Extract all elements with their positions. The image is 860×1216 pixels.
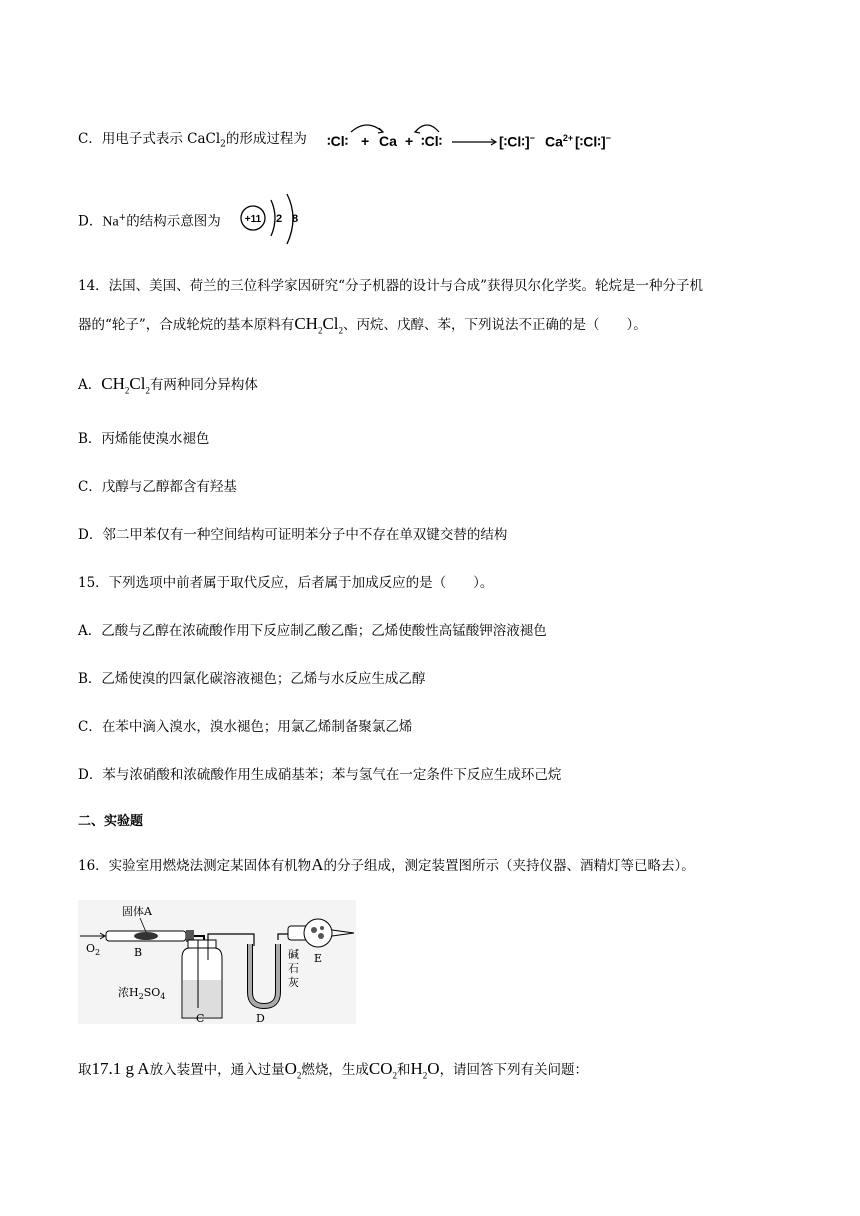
formula-ch2cl2-a: $CH_2Cl_2$ — [101, 374, 150, 396]
label-solid-a: 固体A — [122, 905, 152, 918]
atom-shell-svg — [235, 190, 307, 248]
q15-option-c: C．在苯中滴入溴水，溴水褪色；用氯乙烯制备聚氯乙烯 — [78, 719, 413, 735]
q14-stem-line1: 14．法国、美国、荷兰的三位科学家因研究“分子机器的设计与合成”获得贝尔化学奖。轮烷是一种分子机 — [78, 278, 703, 294]
q16-stem: 16．实验室用燃烧法测定某固体有机物A的分子组成，测定装置图所示（夹持仪器、酒精灯等已略去）。 — [78, 855, 695, 874]
section-heading-experiment: 二、实验题 — [78, 814, 144, 829]
na-ion-structure-diagram — [235, 190, 307, 248]
q14-option-d: D．邻二甲苯仅有一种空间结构可证明苯分子中不存在单双键交替的结构 — [78, 527, 508, 543]
shell1-label: 2 — [275, 213, 283, 225]
q15-option-a: A．乙酸与乙醇在浓硫酸作用下反应制乙酸乙酯；乙烯使酸性高锰酸钾溶液褪色 — [78, 623, 547, 639]
q13-option-d: D．Na+的结构示意图为 — [78, 213, 221, 230]
q15-option-d: D．苯与浓硝酸和浓硫酸作用生成硝基苯；苯与氢气在一定条件下反应生成环己烷 — [78, 767, 562, 783]
shell2-label: 8 — [291, 213, 299, 225]
label-d: D — [256, 1012, 265, 1024]
label-e: E — [314, 952, 323, 965]
label-lime-3: 灰 — [288, 976, 299, 989]
q15-stem: 15．下列选项中前者属于取代反应，后者属于加成反应的是（ ）。 — [78, 575, 494, 591]
q14-option-c: C．戊醇与乙醇都含有羟基 — [78, 479, 237, 495]
q16-given-line: 取17.1 g A放入装置中，通入过量$O_2$燃烧，生成$CO_2$和$H_2O$，请回答下列有关问题： — [78, 1059, 589, 1081]
label-c: C — [196, 1012, 205, 1024]
nucleus-label: +11 — [244, 214, 262, 225]
cacl2-electron-equation: ∶Cl∶ + Ca + ∶Cl∶ [∶Cl∶]− $Ca^{2+}$ [∶Cl∶]− — [327, 116, 622, 160]
label-lime-2: 石 — [288, 962, 299, 975]
label-b: B — [134, 946, 143, 959]
q15-option-b: B．乙烯使溴的四氯化碳溶液褪色；乙烯与水反应生成乙醇 — [78, 671, 426, 687]
label-o2: $O_2$ — [86, 942, 101, 957]
q14-option-b: B．丙烯能使溴水褪色 — [78, 431, 210, 447]
q14-option-a: A．$CH_2Cl_2$有两种同分异构体 — [78, 374, 258, 396]
combustion-apparatus-diagram — [78, 900, 356, 1024]
label-acid: 浓$H_2SO_4$ — [118, 986, 166, 1001]
apparatus-svg — [78, 900, 356, 1024]
label-lime-1: 碱 — [288, 948, 299, 961]
formula-ch2cl2: $CH_2Cl_2$ — [294, 314, 343, 336]
q13-option-c: C．用电子式表示 CaCl$_2$的形成过程为 — [78, 131, 307, 150]
q14-stem-line2: 器的“轮子”，合成轮烷的基本原料有$CH_2Cl_2$、丙烷、戊醇、苯，下列说法不正确的是（ ）。 — [78, 314, 647, 336]
